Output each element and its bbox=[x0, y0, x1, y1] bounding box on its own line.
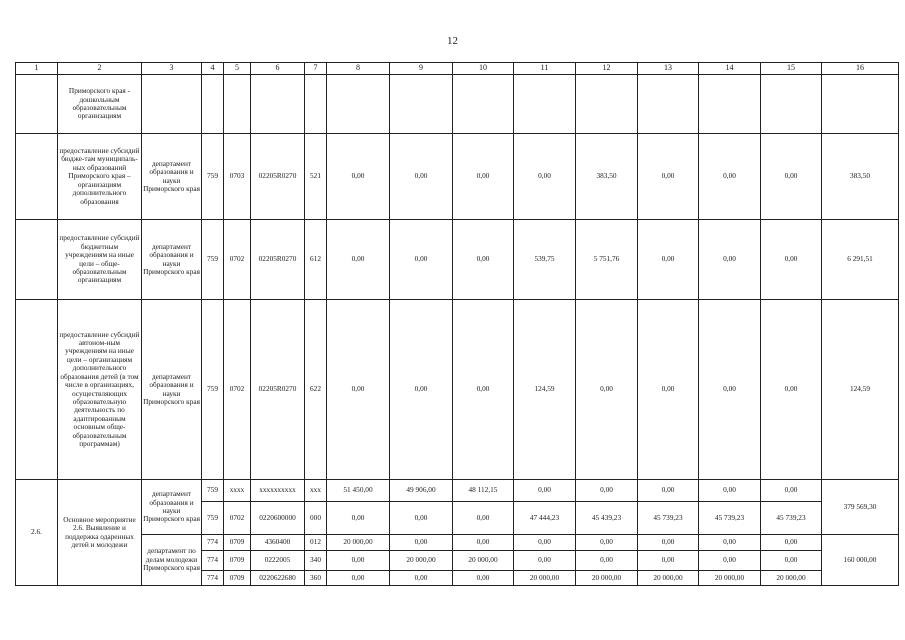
value-2021: 0,00 bbox=[761, 535, 822, 551]
gov-code: 759 bbox=[202, 502, 224, 535]
value-2021 bbox=[761, 75, 822, 134]
value-2014: 20 000,00 bbox=[327, 535, 390, 551]
value-2015: 0,00 bbox=[390, 220, 453, 300]
row-number bbox=[16, 75, 58, 134]
expense-type-code: xxx bbox=[305, 480, 327, 502]
value-2019: 0,00 bbox=[638, 551, 699, 571]
value-2020: 45 739,23 bbox=[699, 502, 761, 535]
section-code: 0702 bbox=[224, 502, 251, 535]
value-2016: 0,00 bbox=[453, 300, 514, 480]
column-header: 14 bbox=[699, 63, 761, 75]
target-article-code: 0222005 bbox=[251, 551, 305, 571]
expense-type-code: 622 bbox=[305, 300, 327, 480]
value-2014: 0,00 bbox=[327, 220, 390, 300]
value-2019: 0,00 bbox=[638, 300, 699, 480]
value-2021: 0,00 bbox=[761, 300, 822, 480]
value-2020: 0,00 bbox=[699, 480, 761, 502]
table-row bbox=[16, 480, 899, 502]
target-article-code: 4360400 bbox=[251, 535, 305, 551]
gov-code: 774 bbox=[202, 551, 224, 571]
value-2015: 0,00 bbox=[390, 535, 453, 551]
value-2014 bbox=[327, 75, 390, 134]
value-total: 383,50 bbox=[822, 134, 899, 220]
value-total: 124,59 bbox=[822, 300, 899, 480]
column-header: 7 bbox=[305, 63, 327, 75]
column-header: 15 bbox=[761, 63, 822, 75]
column-header: 1 bbox=[16, 63, 58, 75]
target-article-code: 0220600000 bbox=[251, 502, 305, 535]
table-row bbox=[16, 220, 899, 300]
row-number bbox=[16, 134, 58, 220]
value-2016: 0,00 bbox=[453, 134, 514, 220]
value-2018: 383,50 bbox=[576, 134, 638, 220]
item-name: предоставление субсидий бюджетным учреждениям на иные цели – обще-образовательным организациям bbox=[58, 220, 142, 300]
value-2015: 0,00 bbox=[390, 571, 453, 586]
column-header: 2 bbox=[58, 63, 142, 75]
gov-code: 759 bbox=[202, 220, 224, 300]
administrator: департамент образования и науки Приморского края bbox=[142, 220, 202, 300]
value-2018: 0,00 bbox=[576, 551, 638, 571]
value-2014: 0,00 bbox=[327, 571, 390, 586]
target-article-code: 02205R0270 bbox=[251, 134, 305, 220]
value-2021: 20 000,00 bbox=[761, 571, 822, 586]
value-2015: 49 906,00 bbox=[390, 480, 453, 502]
expense-type-code bbox=[305, 75, 327, 134]
value-2015 bbox=[390, 75, 453, 134]
value-2019: 0,00 bbox=[638, 535, 699, 551]
value-2021: 0,00 bbox=[761, 220, 822, 300]
column-header: 13 bbox=[638, 63, 699, 75]
column-header: 6 bbox=[251, 63, 305, 75]
column-header: 9 bbox=[390, 63, 453, 75]
target-article-code bbox=[251, 75, 305, 134]
value-2020: 20 000,00 bbox=[699, 571, 761, 586]
expense-type-code: 521 bbox=[305, 134, 327, 220]
value-2017: 124,59 bbox=[514, 300, 576, 480]
expense-type-code: 000 bbox=[305, 502, 327, 535]
column-header: 5 bbox=[224, 63, 251, 75]
gov-code bbox=[202, 75, 224, 134]
value-2019: 45 739,23 bbox=[638, 502, 699, 535]
table-row bbox=[16, 300, 899, 480]
value-total: 379 569,30 bbox=[822, 480, 899, 535]
value-2019: 0,00 bbox=[638, 220, 699, 300]
item-name: Приморского края - дошкольным образовательным организациям bbox=[58, 75, 142, 134]
expense-type-code: 340 bbox=[305, 551, 327, 571]
page-number: 12 bbox=[447, 35, 458, 47]
value-2016: 0,00 bbox=[453, 535, 514, 551]
value-2016: 20 000,00 bbox=[453, 551, 514, 571]
gov-code: 759 bbox=[202, 300, 224, 480]
value-2019: 0,00 bbox=[638, 134, 699, 220]
value-2014: 0,00 bbox=[327, 551, 390, 571]
value-2018: 5 751,76 bbox=[576, 220, 638, 300]
column-number-row bbox=[16, 63, 899, 75]
value-2018: 0,00 bbox=[576, 300, 638, 480]
table-row bbox=[16, 535, 899, 551]
value-2021: 0,00 bbox=[761, 480, 822, 502]
target-article-code: xxxxxxxxxx bbox=[251, 480, 305, 502]
value-2017: 0,00 bbox=[514, 551, 576, 571]
section-code: 0709 bbox=[224, 571, 251, 586]
value-2016 bbox=[453, 75, 514, 134]
value-2017: 20 000,00 bbox=[514, 571, 576, 586]
value-2015: 20 000,00 bbox=[390, 551, 453, 571]
value-2014: 51 450,00 bbox=[327, 480, 390, 502]
value-2017: 0,00 bbox=[514, 535, 576, 551]
value-2017: 539,75 bbox=[514, 220, 576, 300]
value-2014: 0,00 bbox=[327, 502, 390, 535]
value-2020 bbox=[699, 75, 761, 134]
value-2021: 0,00 bbox=[761, 134, 822, 220]
value-2014: 0,00 bbox=[327, 134, 390, 220]
row-number bbox=[16, 220, 58, 300]
column-header: 10 bbox=[453, 63, 514, 75]
budget-table bbox=[15, 62, 899, 586]
value-2021: 0,00 bbox=[761, 551, 822, 571]
value-2014: 0,00 bbox=[327, 300, 390, 480]
gov-code: 774 bbox=[202, 535, 224, 551]
value-2020: 0,00 bbox=[699, 300, 761, 480]
expense-type-code: 012 bbox=[305, 535, 327, 551]
value-2016: 0,00 bbox=[453, 502, 514, 535]
value-2017: 47 444,23 bbox=[514, 502, 576, 535]
value-total bbox=[822, 75, 899, 134]
administrator bbox=[142, 75, 202, 134]
column-header: 3 bbox=[142, 63, 202, 75]
gov-code: 759 bbox=[202, 134, 224, 220]
value-2017: 0,00 bbox=[514, 134, 576, 220]
value-2018: 0,00 bbox=[576, 535, 638, 551]
item-name: предоставление субсидий автоном-ным учреждениям на иные цели – организациям дополнительного образования детей (в том числе в организациях, осуществляющих образовательную деятельность по адаптированным основным обще-образовательным программам) bbox=[58, 300, 142, 480]
value-2018 bbox=[576, 75, 638, 134]
value-2020: 0,00 bbox=[699, 535, 761, 551]
item-name: предоставление субсидий бюдже-там муниципаль-ных образований Приморского края – организациям дополнительного образования bbox=[58, 134, 142, 220]
administrator: департамент по делам молодежи Приморского края bbox=[142, 535, 202, 586]
column-header: 12 bbox=[576, 63, 638, 75]
section-code: xxxx bbox=[224, 480, 251, 502]
value-2020: 0,00 bbox=[699, 551, 761, 571]
row-number bbox=[16, 300, 58, 480]
administrator: департамент образования и науки Приморского края bbox=[142, 300, 202, 480]
target-article-code: 02205R0270 bbox=[251, 300, 305, 480]
value-2016: 48 112,15 bbox=[453, 480, 514, 502]
administrator: департамент образования и науки Приморского края bbox=[142, 134, 202, 220]
value-2020: 0,00 bbox=[699, 220, 761, 300]
section-code: 0703 bbox=[224, 134, 251, 220]
value-2017 bbox=[514, 75, 576, 134]
column-header: 11 bbox=[514, 63, 576, 75]
value-2019 bbox=[638, 75, 699, 134]
item-name: Основное мероприятие 2.6. Выявление и поддержка одаренных детей и молодежи bbox=[58, 480, 142, 586]
value-2021: 45 739,23 bbox=[761, 502, 822, 535]
value-2015: 0,00 bbox=[390, 300, 453, 480]
expense-type-code: 612 bbox=[305, 220, 327, 300]
section-code: 0709 bbox=[224, 551, 251, 571]
table-row bbox=[16, 75, 899, 134]
value-2018: 20 000,00 bbox=[576, 571, 638, 586]
value-2020: 0,00 bbox=[699, 134, 761, 220]
value-2016: 0,00 bbox=[453, 220, 514, 300]
row-number: 2.6. bbox=[16, 480, 58, 586]
column-header: 4 bbox=[202, 63, 224, 75]
value-2018: 45 439,23 bbox=[576, 502, 638, 535]
section-code: 0702 bbox=[224, 220, 251, 300]
value-2017: 0,00 bbox=[514, 480, 576, 502]
value-2016: 0,00 bbox=[453, 571, 514, 586]
value-total: 6 291,51 bbox=[822, 220, 899, 300]
target-article-code: 02205R0270 bbox=[251, 220, 305, 300]
administrator: департамент образования и науки Приморского края bbox=[142, 480, 202, 535]
column-header: 8 bbox=[327, 63, 390, 75]
value-total: 160 000,00 bbox=[822, 535, 899, 586]
table-row bbox=[16, 134, 899, 220]
value-2015: 0,00 bbox=[390, 134, 453, 220]
value-2018: 0,00 bbox=[576, 480, 638, 502]
section-code bbox=[224, 75, 251, 134]
target-article-code: 0220622680 bbox=[251, 571, 305, 586]
gov-code: 759 bbox=[202, 480, 224, 502]
value-2015: 0,00 bbox=[390, 502, 453, 535]
expense-type-code: 360 bbox=[305, 571, 327, 586]
section-code: 0709 bbox=[224, 535, 251, 551]
value-2019: 0,00 bbox=[638, 480, 699, 502]
value-2019: 20 000,00 bbox=[638, 571, 699, 586]
column-header: 16 bbox=[822, 63, 899, 75]
gov-code: 774 bbox=[202, 571, 224, 586]
section-code: 0702 bbox=[224, 300, 251, 480]
